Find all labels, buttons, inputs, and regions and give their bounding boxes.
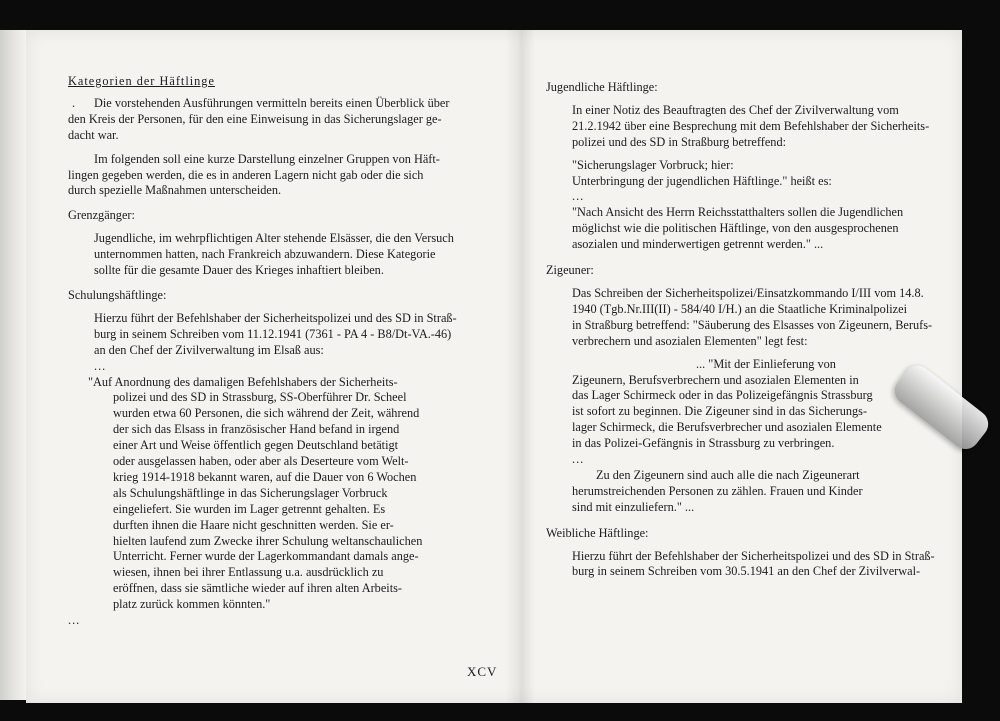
- paragraph-2: [68, 152, 466, 200]
- quote-line: Zu den Zigeunern sind auch alle die nach Zigeunerart: [596, 467, 860, 482]
- quote-line: herumstreichenden Personen zu zählen. Frauen und Kinder: [572, 483, 863, 498]
- page-number: XCV: [467, 664, 498, 679]
- subheading-weibliche: Weibliche Häftlinge:: [546, 525, 649, 540]
- subheading-zigeuner: Zigeuner:: [546, 263, 594, 278]
- quote-block: [113, 390, 466, 613]
- subheading-schulungshaeftlinge: Schulungshäftlinge:: [68, 287, 167, 302]
- text-line: verbrechern und asozialen Elementen" legt fest:: [572, 333, 808, 348]
- quote-line: durften ihnen die Haare nicht geschnitten werden. Sie er-: [113, 517, 394, 532]
- quote-line: "Nach Ansicht des Herrn Reichsstatthalters sollen die Jugendlichen: [572, 205, 904, 220]
- quote-line: wurden etwa 60 Personen, die sich während der Zeit, während: [113, 406, 420, 421]
- subheading-grenzgaenger: Grenzgänger:: [68, 208, 135, 223]
- text-line: lingen gegeben werden, die es in anderen Lagern nicht gab oder die sich: [68, 167, 424, 182]
- left-page-text: [68, 74, 466, 629]
- quote-line: "Auf Anordnung des damaligen Befehlshabers der Sicherheits-: [88, 374, 398, 389]
- text-line: In einer Notiz des Beauftragten des Chef der Zivilverwaltung vom: [572, 102, 899, 117]
- quote-line: "Sicherungslager Vorbruck; hier:: [572, 157, 734, 172]
- intro-paragraph: [68, 96, 466, 144]
- quote-line: krieg 1914-1918 bekannt waren, auf die Dauer von 6 Wochen: [113, 469, 417, 484]
- text-line: 1940 (Tgb.Nr.III(II) - 584/40 I/H.) an die Staatliche Kriminalpolizei: [572, 301, 907, 316]
- text-line: Hierzu führt der Befehlshaber der Sicherheitspolizei und des SD in Straß-: [572, 548, 935, 563]
- quote-line: Zigeunern, Berufsverbrechern und asozialen Elementen in: [572, 372, 859, 387]
- quote-line: eröffnen, dass sie sämtliche wieder auf ihren alten Arbeits-: [113, 581, 402, 596]
- text-line: dacht war.: [68, 127, 119, 142]
- quote-line: Unterbringung der jugendlichen Häftlinge." heißt es:: [572, 173, 832, 188]
- text-line: unternommen hatten, nach Frankreich abzuwandern. Diese Kategorie: [94, 247, 436, 262]
- text-line: burg in seinem Schreiben vom 11.12.1941 (7361 - PA 4 - B8/Dt-VA.-46): [94, 326, 452, 341]
- book-spine-left: [0, 30, 26, 700]
- text-line: in Straßburg betreffend: "Säuberung des Elsasses von Zigeunern, Berufs-: [572, 317, 933, 332]
- quote-line: das Lager Schirmeck oder in das Polizeigefängnis Strassburg: [572, 388, 873, 403]
- quote-line: polizei und des SD in Strassburg, SS-Oberführer Dr. Scheel: [113, 390, 407, 405]
- ellipsis: ...: [572, 189, 585, 204]
- right-page-text: [546, 80, 944, 580]
- text-line: Hierzu führt der Befehlshaber der Sicherheitspolizei und des SD in Straß-: [94, 310, 457, 325]
- text-line: sollte für die gesamte Dauer des Krieges inhaftiert bleiben.: [94, 263, 384, 278]
- text-line: an den Chef der Zivilverwaltung im Elsaß aus:: [94, 342, 324, 357]
- quote-line: oder ausgelassen haben, oder aber als Deserteure vom Welt-: [113, 454, 409, 469]
- quote-line: ... "Mit der Einlieferung von: [696, 356, 836, 371]
- text-line: 21.2.1942 über eine Besprechung mit dem Befehlshaber der Sicherheits-: [572, 118, 930, 133]
- quote-line: platz zurück kommen könnten.": [113, 597, 271, 612]
- quote-line: Unterricht. Ferner wurde der Lagerkommandant damals ange-: [113, 549, 419, 564]
- text-line: Im folgenden soll eine kurze Darstellung einzelner Gruppen von Häft-: [94, 151, 440, 166]
- quote-line: hielten laufend zum Zwecke ihrer Schulung weltanschaulichen: [113, 533, 423, 548]
- book-gutter: [505, 30, 535, 703]
- quote-line: eingeliefert. Sie wurden im Lager getrennt gehalten. Es: [113, 501, 386, 516]
- quote-line: wiesen, ihnen bei ihrer Entlassung u.a. ausdrücklich zu: [113, 565, 384, 580]
- grenzgaenger-section: [68, 208, 466, 279]
- quote-line: der sich das Elsass in französischer Hand befand in irgend: [113, 422, 400, 437]
- text-line: Die vorstehenden Ausführungen vermitteln bereits einen Überblick über: [94, 95, 450, 110]
- quote-line: asozialen und minderwertigen getrennt werden." ...: [572, 237, 824, 252]
- text-line: Jugendliche, im wehrpflichtigen Alter stehende Elsässer, die den Versuch: [94, 231, 454, 246]
- schulungshaeftlinge-section: [68, 288, 466, 629]
- text-line: durch spezielle Maßnahmen unterscheiden.: [68, 183, 282, 198]
- ellipsis: ...: [68, 613, 81, 628]
- quote-block: [546, 357, 944, 516]
- ellipsis: ...: [94, 358, 107, 373]
- quote-line: ist sofort zu beginnen. Die Zigeuner sind in das Sicherungs-: [572, 404, 868, 419]
- text-line: polizei und des SD in Straßburg betreffend:: [572, 134, 787, 149]
- stray-mark: .: [72, 95, 76, 110]
- quote-line: möglichst wie die politischen Häftlinge, von den ausgesprochenen: [572, 221, 899, 236]
- ellipsis: ...: [572, 452, 585, 467]
- quote-line: als Schulungshäftlinge in das Sicherungslager Vorbruck: [113, 485, 388, 500]
- quote-line: sind mit einzuliefern." ...: [572, 499, 695, 514]
- quote-line: in das Polizei-Gefängnis in Strassburg zu verbringen.: [572, 436, 835, 451]
- text-line: den Kreis der Personen, für den eine Einweisung in das Sicherungslager ge-: [68, 111, 442, 126]
- quote-line: lager Schirmeck, die Berufsverbrecher und asozialen Elemente: [572, 420, 882, 435]
- text-line: burg in seinem Schreiben vom 30.5.1941 an den Chef der Zivilverwal-: [572, 564, 921, 579]
- quote-block: [572, 158, 944, 253]
- section-heading-kategorien: Kategorien der Häftlinge: [68, 74, 215, 88]
- subheading-jugendliche: Jugendliche Häftlinge:: [546, 80, 658, 94]
- quote-line: einer Art und Weise öffentlich gegen Deutschland betätigt: [113, 438, 399, 453]
- text-line: Das Schreiben der Sicherheitspolizei/Einsatzkommando I/III vom 14.8.: [572, 285, 924, 300]
